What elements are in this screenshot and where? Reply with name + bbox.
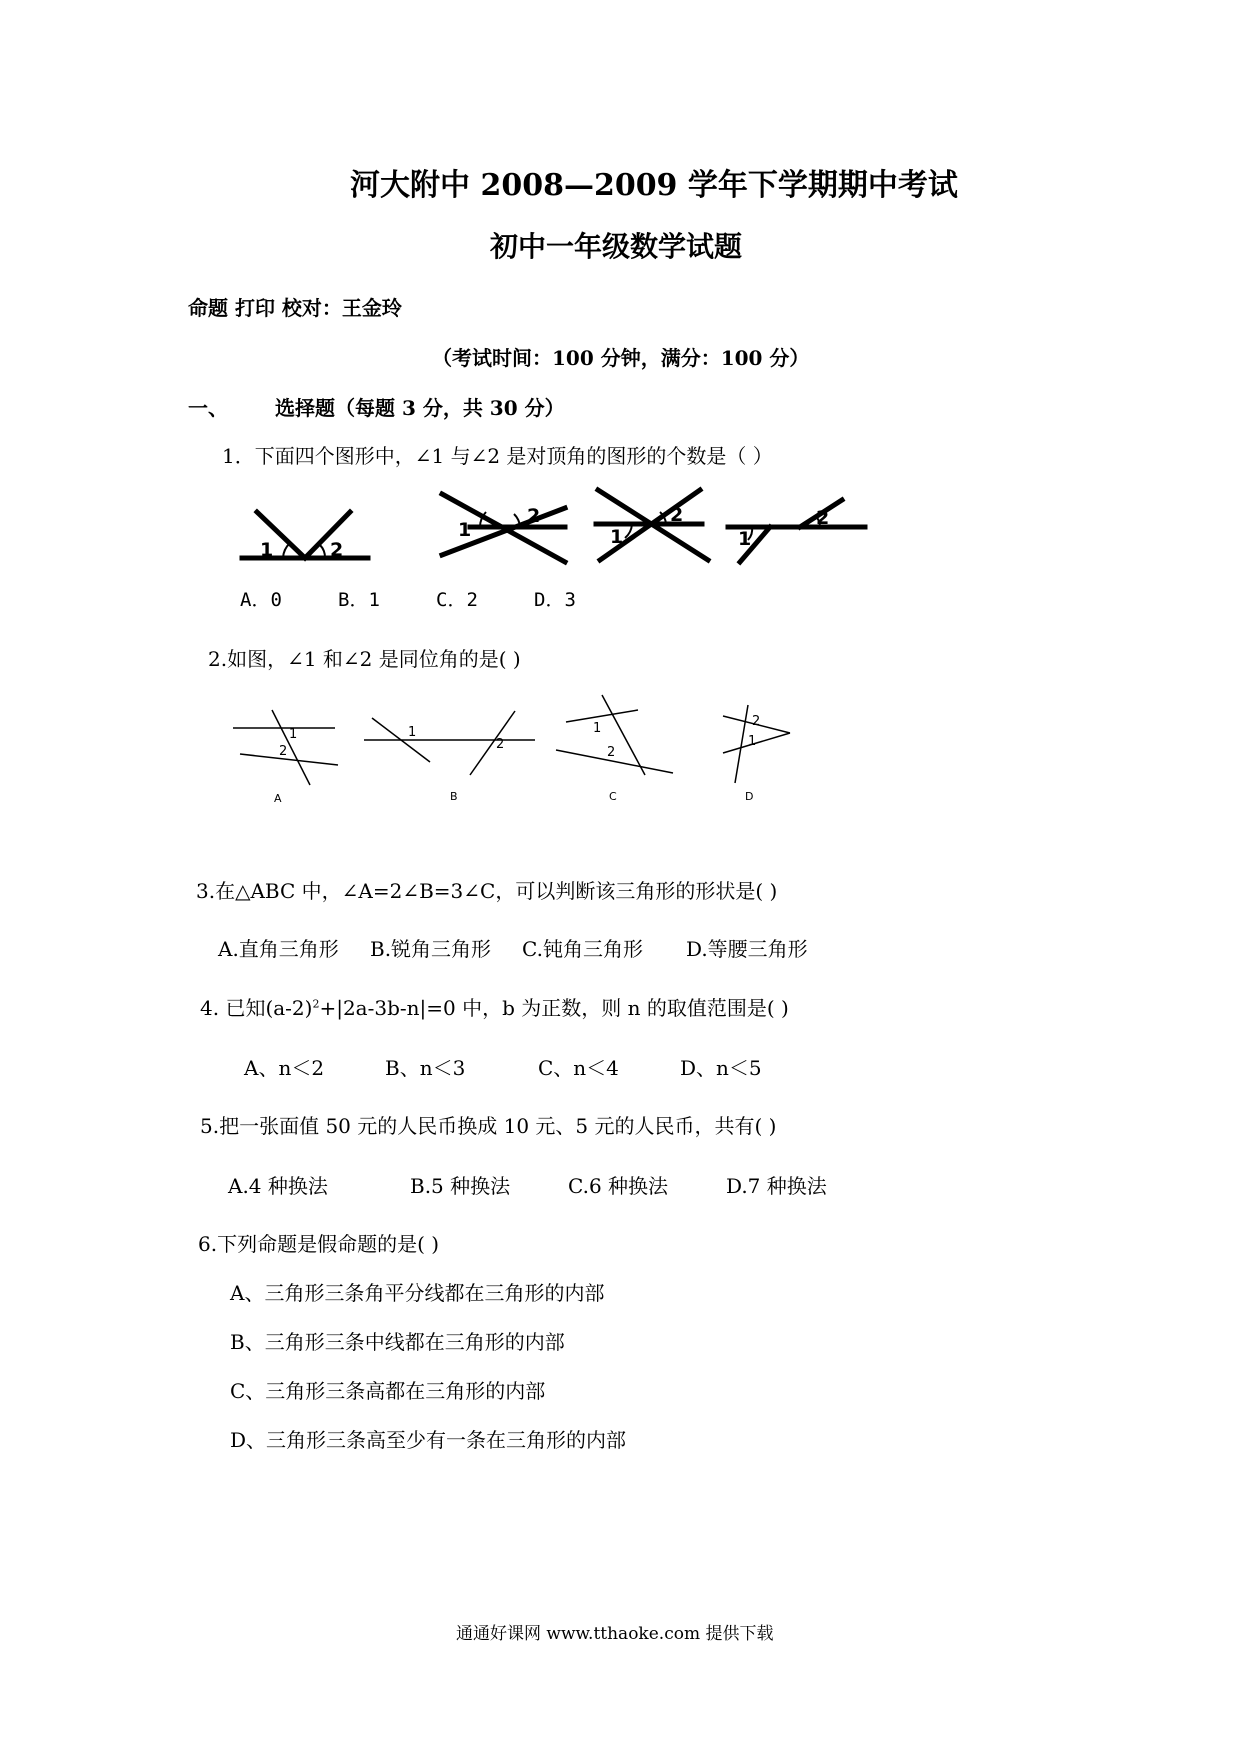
question-4-stem <box>200 992 789 1021</box>
q4-exponent: 2 <box>312 997 320 1011</box>
question-3-stem: 3.在△ABC 中，∠A=2∠B=3∠C，可以判断该三角形的形状是( ) <box>196 879 778 903</box>
q2-b-angle-2: 2 <box>496 737 505 752</box>
q4-option-d: D、n＜5 <box>680 1056 762 1080</box>
q2-a-angle-1: 1 <box>289 727 298 742</box>
q6-option-a: A、三角形三条角平分线都在三角形的内部 <box>230 1281 605 1305</box>
q2-b-angle-1: 1 <box>408 725 417 740</box>
q2-d-angle-2: 2 <box>752 714 761 729</box>
exam-title: 河大附中 2008—2009 学年下学期期中考试 <box>350 168 958 203</box>
exam-subtitle: 初中一年级数学试题 <box>490 230 743 263</box>
q3-option-b: B.锐角三角形 <box>370 937 492 961</box>
q1-fig4-label-1: 1 <box>738 528 752 550</box>
q2-a-angle-2: 2 <box>279 744 288 759</box>
q1-fig1-label-2: 2 <box>330 539 344 561</box>
q1-fig2-label-2: 2 <box>527 505 541 527</box>
q1-option-a: A．0 <box>240 589 282 611</box>
q6-option-c: C、三角形三条高都在三角形的内部 <box>230 1379 546 1403</box>
q4-option-a: A、n＜2 <box>244 1056 325 1080</box>
exam-info: （考试时间：100 分钟，满分：100 分） <box>432 346 810 370</box>
q6-option-d: D、三角形三条高至少有一条在三角形的内部 <box>230 1428 627 1452</box>
q2-figure-c <box>556 695 673 775</box>
q2-d-angle-1: 1 <box>748 734 757 749</box>
q1-option-d: D．3 <box>534 589 576 611</box>
q3-option-c: C.钝角三角形 <box>522 937 643 961</box>
q2-c-angle-2: 2 <box>607 745 616 760</box>
q4-stem-suffix: +|2a-3b-n|=0 中，b 为正数，则 n 的取值范围是( ) <box>319 996 789 1020</box>
section-number: 一、 <box>188 396 228 420</box>
q1-fig3-label-2: 2 <box>670 504 684 526</box>
q6-option-b: B、三角形三条中线都在三角形的内部 <box>230 1330 565 1354</box>
credits-line: 命题 打印 校对：王金玲 <box>188 296 402 320</box>
q1-option-b: B．1 <box>338 589 380 611</box>
q1-option-c: C．2 <box>436 589 478 611</box>
q5-option-a: A.4 种换法 <box>228 1174 328 1198</box>
q5-option-d: D.7 种换法 <box>726 1174 827 1198</box>
q2-figure-label-d: D <box>745 790 754 803</box>
question-1-stem: 1．下面四个图形中，∠1 与∠2 是对顶角的图形的个数是（ ） <box>222 444 773 468</box>
question-2-figures <box>0 0 1240 820</box>
q3-option-d: D.等腰三角形 <box>686 937 808 961</box>
q1-fig2-label-1: 1 <box>458 519 472 541</box>
q4-option-c: C、n＜4 <box>538 1056 619 1080</box>
q2-figure-label-c: C <box>609 790 617 803</box>
q2-figure-label-a: A <box>274 792 282 805</box>
q4-option-b: B、n＜3 <box>385 1056 466 1080</box>
q2-figure-b <box>364 711 535 775</box>
section-title: 选择题（每题 3 分，共 30 分） <box>275 396 565 420</box>
q5-option-b: B.5 种换法 <box>410 1174 511 1198</box>
q2-c-angle-1: 1 <box>593 721 602 736</box>
q1-fig1-label-1: 1 <box>260 539 274 561</box>
question-5-stem: 5.把一张面值 50 元的人民币换成 10 元、5 元的人民币，共有( ) <box>200 1114 777 1138</box>
q4-stem-prefix: 4. 已知(a-2) <box>200 996 313 1020</box>
q5-option-c: C.6 种换法 <box>568 1174 669 1198</box>
question-6-stem: 6.下列命题是假命题的是( ) <box>198 1232 440 1256</box>
footer-text: 通通好课网 www.tthaoke.com 提供下载 <box>456 1624 774 1644</box>
q1-fig3-label-1: 1 <box>610 526 624 548</box>
q2-figure-label-b: B <box>450 790 458 803</box>
q3-option-a: A.直角三角形 <box>218 937 339 961</box>
q1-fig4-label-2: 2 <box>816 507 830 529</box>
question-2-stem: 2.如图，∠1 和∠2 是同位角的是( ) <box>208 647 521 671</box>
